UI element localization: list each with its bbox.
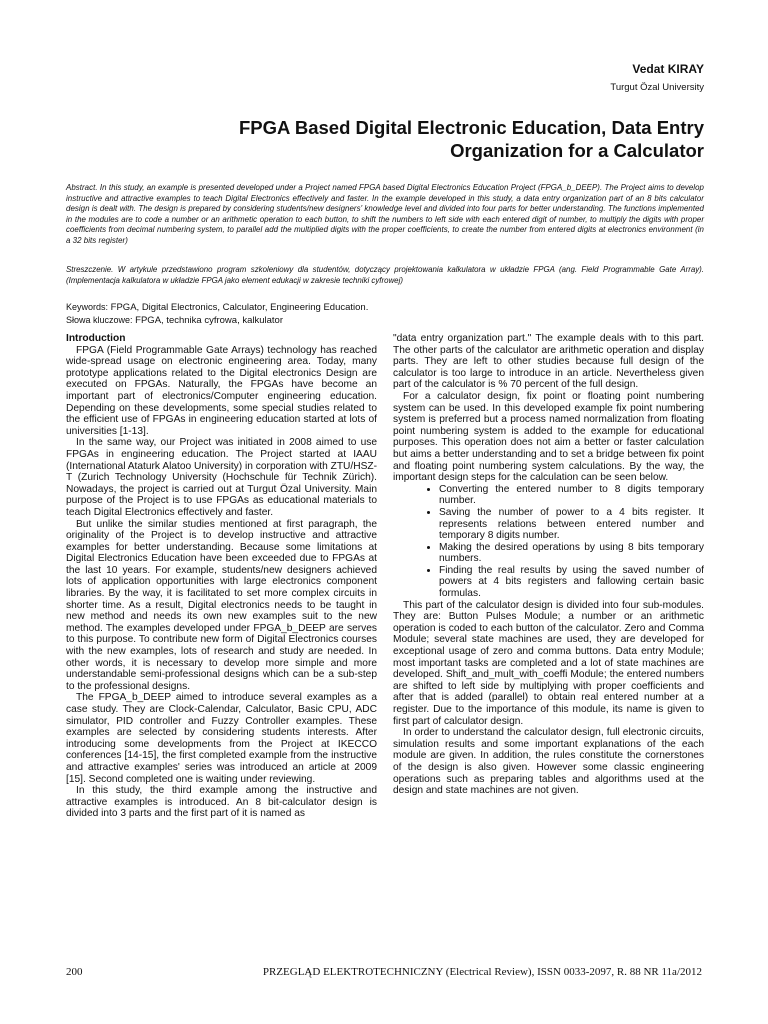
keywords-pl-line bbox=[66, 314, 283, 327]
streszczenie bbox=[66, 265, 704, 286]
keywords-line bbox=[66, 301, 368, 314]
journal-citation: PRZEGLĄD ELEKTROTECHNICZNY (Electrical Review), ISSN 0033-2097, R. 88 NR 11a/2012 bbox=[262, 966, 702, 978]
streszczenie-label: Streszczenie. bbox=[66, 265, 114, 274]
keywords-text: FPGA, Digital Electronics, Calculator, Engineering Education. bbox=[110, 302, 369, 313]
keywords-pl-label: Słowa kluczowe: bbox=[66, 315, 133, 325]
section-heading: Introduction bbox=[66, 333, 126, 344]
keywords-label: Keywords: bbox=[66, 302, 109, 312]
body-paragraph: "data entry organization part." The example deals with to this part. The other parts of the calculator are arithmetic operation and display parts. They are left to other studies because full design of the calculator is too large to introduce in an article. Nevertheless given part of the calculator is % 70 percent of the full design. bbox=[393, 333, 704, 391]
abstract bbox=[66, 183, 704, 247]
design-steps-list bbox=[393, 484, 704, 600]
body-paragraph: In this study, the third example among the instructive and attractive examples is introduced. An 8 bit-calculator design is divided into 3 parts and the first part of it is named as bbox=[66, 785, 377, 820]
page-number: 200 bbox=[66, 966, 83, 978]
list-item: • Converting the entered number to 8 digits temporary number. bbox=[439, 484, 704, 507]
body-paragraph: But unlike the similar studies mentioned at first paragraph, the originality of the Project is to develop instructive and attractive examples for better understanding. Because some limitations at Digital Electronics Education have been exceeded due to FPGAs at the last 10 years. For example, students/new designers achieved lots of application opportunities with large electronics component libraries. By the way, it is facilitated to set more complex circuits in shorter time. As a result, Digital electronics needs to be taught in new method and needs its own new examples suit to the new method. The examples developed under FPGA_b_DEEP are serves to this purpose. To contribute new form of Digital Electronics courses with the new examples, lots of research and study are needed. In other words, it is necessary to develop more simple and more understandable semi-professional designs which can be a sub-step to the professional designs. bbox=[66, 518, 377, 692]
body-paragraph: FPGA (Field Programmable Gate Arrays) technology has reached wide-spread usage on electronic engineering area. Today, many prototype applications related to the Digital electronics Design are executed on FPGAs. Naturally, the FPGAs have become an important part of electronics/Computer engineering education. Depending on these developments, some special studies related to the efficient use of FPGAs in engineering education started at lots of universities [1-13]. bbox=[66, 344, 377, 437]
streszczenie-text: W artykule przedstawiono program szkoleniowy dla studentów, dotyczący projektowania kalkulatora w układzie FPGA (ang. Field Programmable Gate Array). (Implementacja kalkulatora w układzie FPGA jako element edukacji w zakresie techniki cyfrowej) bbox=[66, 265, 704, 285]
list-item: • Making the desired operations by using 8 bits temporary numbers. bbox=[439, 542, 704, 565]
list-item: • Saving the number of power to a 4 bits register. It represents relations between entered number and temporary 8 digits number. bbox=[439, 507, 704, 542]
abstract-text: In this study, an example is presented developed under a Project named FPGA based Digital Electronics Education Project (FPGA_b_DEEP). The Project aims to develop instructive and attractive examples to teach Digital Electronics effectively and faster. In the example developed in this study, a data entry organization part of an 8 bits calculator design is dealt with. The design is prepared by considering students/new designers' knowledge level and divided into four parts for better understanding. The functions implemented in the modules are to code a number or an arithmetic operation to each button, to shift the numbers to left side with each entered digit of number, to multiply the digits with proper coefficients from decimal numbering system, to parallel add the multiplied digits with the proper coefficients, to create the number from entered digits at electronics environment (in a 32 bits register) bbox=[66, 183, 704, 245]
body-paragraph: For a calculator design, fix point or floating point numbering system can be used. In this developed example fix point numbering system is preferred but a process named normalization from floating point numbering system is added to the example for educational purposes. This operation does not aim a better or faster calculation but aims a better understanding and to set a bridge between fix point and floating point numbering system calculations. By the way, the important design steps for the calculation can be seen below. bbox=[393, 390, 704, 484]
body-paragraph: In the same way, our Project was initiated in 2008 aimed to use FPGAs in engineering education. The Project started at IAAU (International Ataturk Alatoo University) in corporation with ZTU/HSZ-T (Zurich Technology University (Hochschule für Technik Zürich). Nowadays, the project is carried out at Turgut Özal University. Main purpose of the Project is to use FPGAs as educational materials to teach Digital Electronics effectively and faster. bbox=[66, 437, 377, 518]
left-column bbox=[66, 333, 377, 820]
paper-title: FPGA Based Digital Electronic Education, Data Entry Organization for a Calculator bbox=[239, 117, 704, 161]
body-paragraph: In order to understand the calculator design, full electronic circuits, simulation results and some important explanations of the each module are given. In addition, the rules constitute the cornerstones of the design is also given. However some classic engineering operations such as preparing tables and algorithms used at the design and state machines are not given. bbox=[393, 727, 704, 797]
body-paragraph: The FPGA_b_DEEP aimed to introduce several examples as a case study. They are Clock-Calendar, Calculator, Basic CPU, ADC simulator, PID controller and Fuzzy Controller examples. These examples are selected by considering students interests. After introducing some developments from the Project at IKECCO conferences [14-15], the first completed example from the instructive and attractive examples' series was introduced an article at 2009 [15]. Second completed one is waiting under reviewing. bbox=[66, 692, 377, 785]
right-column bbox=[393, 333, 704, 797]
list-item: • Finding the real results by using the saved number of powers at 4 bits registers and fallowing certain basic formulas. bbox=[439, 565, 704, 600]
author-name: Vedat KIRAY bbox=[632, 62, 704, 76]
author-affiliation: Turgut Özal University bbox=[610, 82, 704, 93]
keywords-pl-text: FPGA, technika cyfrowa, kalkulator bbox=[135, 315, 284, 326]
body-paragraph: This part of the calculator design is divided into four sub-modules. They are: Button Pulses Module; a number or an arithmetic operation is coded to each button of the calculator. Zero and Comma Module; several state machines are used, they are developed for exceptional usage of zero and comma buttons. Data entry Module; most important tasks are completed and a lot of state machines are developed. Shift_and_mult_with_coeffi Module; the entered numbers are shifted to left side by multiplying with proper coefficients and after that is added (parallel) to obtain real entered number at a register. Due to the importance of this module, its name is given to first part of calculator design. bbox=[393, 599, 704, 727]
abstract-label: Abstract. bbox=[66, 183, 98, 192]
